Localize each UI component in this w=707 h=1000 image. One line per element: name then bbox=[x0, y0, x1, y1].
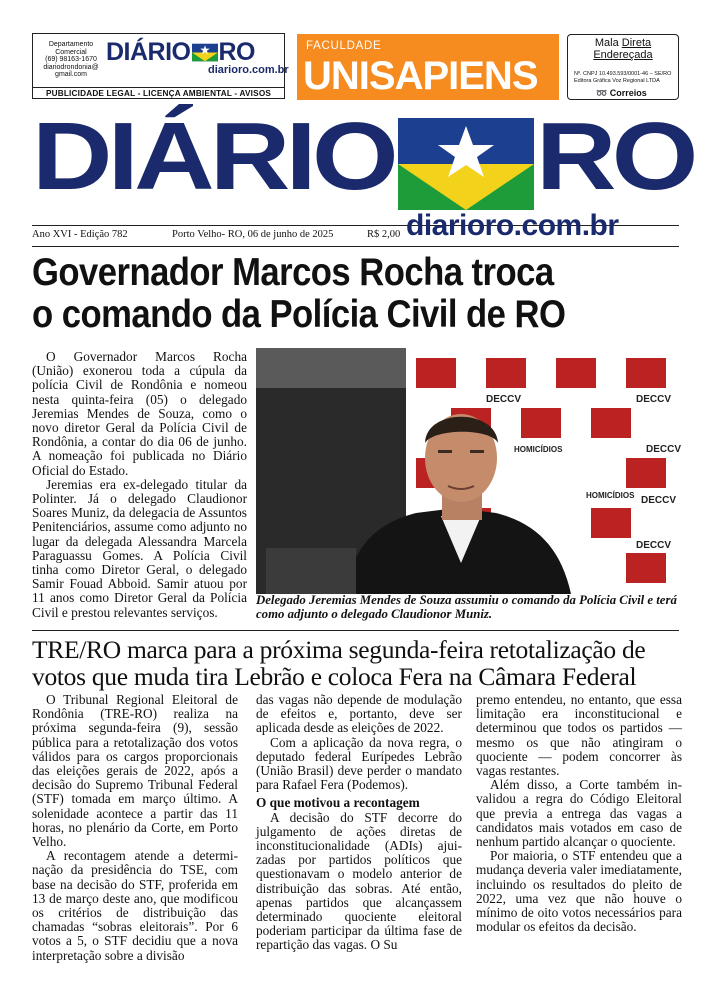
contact-line: Comercial bbox=[55, 48, 87, 56]
unisapiens-faculdade: FACULDADE bbox=[306, 40, 382, 52]
correios-label: Correios bbox=[609, 88, 647, 98]
paragraph: Além disso, a Corte também invalidou a regra do Código Eleitoral que previa a entrega das vagas a candidatos mais votados em caso de nenhum partido alcançar o quociente. bbox=[476, 777, 682, 850]
unisapiens-name: UNISAPIENS bbox=[303, 54, 538, 98]
rondonia-flag-icon bbox=[398, 118, 534, 210]
paragraph: Jeremias era ex-delegado titular da Polinter. Já o delegado Claudionor Soares Muniz, da delegacia de Assuntos Penitenciários, assume como adjunto no lugar da delegada Alessandra Marcela Paraguassu Gomes. A Polícia Civil tinha como Diretor Geral, o delegado Samir Fouad Abboid. Samir atuou por 11 anos como Diretor Geral da Polícia Civil e prestou relevantes serviços. bbox=[32, 476, 247, 620]
mala-direta-box bbox=[567, 34, 679, 100]
mini-site[interactable]: diarioro.com.br bbox=[208, 64, 289, 76]
paragraph: Por maioria, o STF entendeu que a mudança deveria valer imediatamente, incluindo os resultados do pleito de 2022, uma vez que não houve o mínimo de oito votos necessários para modular os efeitos da decisão. bbox=[476, 848, 682, 935]
mala-details bbox=[574, 71, 678, 85]
edition-info: Ano XVI - Edição 782 bbox=[32, 229, 128, 240]
photo-label2: HOMICÍDIOS bbox=[514, 445, 563, 454]
photo-illustration bbox=[256, 348, 687, 594]
story2-column-3 bbox=[476, 693, 682, 934]
paragraph: das vagas não depende de modulação de efeitos e, portanto, deve ser aplicada desde as eleições de 2022. bbox=[256, 692, 462, 736]
contact-line: gmail.com bbox=[55, 71, 87, 79]
correios-logo bbox=[596, 88, 647, 99]
mini-logo-left: DIÁRIO bbox=[106, 38, 191, 66]
headline-line: Governador Marcos Rocha troca bbox=[32, 251, 554, 294]
headline-story2 bbox=[32, 636, 707, 690]
headline-line: votos que muda tira Lebrão e coloca Fera na Câmara Federal bbox=[32, 662, 637, 691]
correios-icon: ➿ bbox=[596, 88, 608, 98]
subheading: O que motivou a recontagem bbox=[256, 795, 420, 811]
paragraph: A recontagem atende a determinação da presidência do TSE, com base na decisão do STF, proferida em 13 de março deste ano, que modificou os critérios de distribuição das chamadas “sobras eleitorais”. Por 6 votos a 5, o STF decidiu que a nova interpretação sobre a divisão bbox=[32, 848, 238, 963]
paragraph: Com a aplicação da nova regra, o deputado federal Eurípedes Lebrão (União Brasil) deve perder o mandato para Rafael Fera (Podemos). bbox=[256, 734, 462, 793]
paragraph: O Governador Marcos Rocha (União) exonerou toda a cúpula da polícia Civil de Rondônia e nomeou nesta quinta-feira (05) o delegado Jeremias Mendes de Souza, como o novo diretor Geral da Polícia Civil de Rondônia, a contar do dia 06 de junho. A nomeação foi publicada no Diário Oficial do Estado. bbox=[32, 349, 247, 478]
contact-info bbox=[40, 41, 102, 79]
mala-title bbox=[568, 37, 678, 61]
mala-cnpj: Nº. CNPJ 10.493.593/0001-46 – SE/RO bbox=[574, 71, 672, 77]
mala-editora: Editora Gráfica Voz Regional LTDA bbox=[574, 78, 660, 84]
flag-icon bbox=[192, 43, 218, 62]
headline-line: o comando da Polícia Civil de RO bbox=[32, 293, 566, 336]
headline-line: TRE/RO marca para a próxima segunda-feira retotalização de bbox=[32, 635, 646, 664]
paragraph: A decisão do STF decorre do julgamento de ações diretas de inconstitucionalidade (ADIs) ajuizadas por partidos políticos que questionavam o modelo anterior de distribuição das sobras. Até então, apenas partidos que alcançassem determinado quociente eleitoral poderiam participar da última fase de repartição das vagas. O Su bbox=[256, 809, 462, 953]
place-date: Porto Velho- RO, 06 de junho de 2025 bbox=[172, 229, 334, 240]
story1-column bbox=[32, 350, 247, 620]
photo-label: DECCV bbox=[641, 495, 677, 506]
masthead-left: DIÁRIO bbox=[32, 103, 394, 210]
story2-column-2 bbox=[256, 693, 462, 953]
contact-line: Departamento bbox=[48, 41, 94, 48]
photo-label: DECCV bbox=[636, 540, 672, 551]
contact-line: (69) 98163-1670 bbox=[45, 56, 97, 64]
headline-story1 bbox=[32, 252, 626, 336]
photo-label: DECCV bbox=[486, 394, 522, 405]
paragraph: O Tribunal Regional Eleitoral de Rondônia (TRE-RO) realiza na próxima segunda-feira (9), sessão pública para a retotalização dos votos válidos para os cargos proporcionais das eleições gerais de 2022, após a decisão do Supremo Tribunal Federal (STF) tomada em março último. A solenidade acontece a partir das 11 horas, no plenário da Corte, em Porto Velho. bbox=[32, 692, 238, 850]
mala-title-a: Mala bbox=[594, 37, 622, 49]
price: R$ 2,00 bbox=[367, 229, 401, 240]
contact-line: diariodrondonia@ bbox=[43, 63, 99, 71]
paragraph: premo entendeu, no entanto, que essa limitação era inconstitucional e determinou que todos os partidos — mesmo os que não atingiram o quociente — podem concorrer às vagas restantes. bbox=[476, 692, 682, 779]
mala-title-c: Endereçada bbox=[593, 49, 653, 61]
masthead-right: RO bbox=[536, 103, 694, 210]
story2-column-1 bbox=[32, 693, 238, 963]
photo-label: DECCV bbox=[636, 394, 672, 405]
services-line: PUBLICIDADE LEGAL - LICENÇA AMBIENTAL - AVISOS bbox=[32, 87, 285, 98]
mini-logo-right: RO bbox=[218, 38, 255, 66]
divider-bottom bbox=[32, 246, 679, 247]
divider-story bbox=[32, 630, 679, 631]
unisapiens-ad[interactable] bbox=[297, 34, 559, 100]
photo-caption: Delegado Jeremias Mendes de Souza assumiu o comando da Polícia Civil e terá como adjunto o delegado Claudionor Muniz. bbox=[256, 593, 677, 621]
story1-photo bbox=[256, 348, 687, 594]
photo-label2: HOMICÍDIOS bbox=[586, 491, 635, 500]
photo-label: DECCV bbox=[646, 444, 682, 455]
masthead-site[interactable]: diarioro.com.br bbox=[406, 209, 619, 242]
mini-logo bbox=[106, 39, 255, 65]
mala-title-b: Direta bbox=[621, 37, 652, 49]
